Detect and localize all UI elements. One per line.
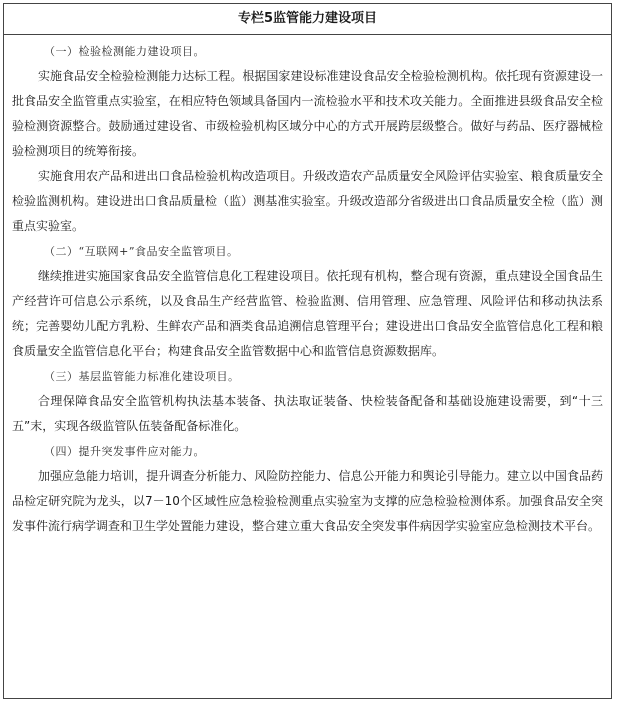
- section-heading: （二）“互联网+”食品安全监管项目。: [44, 245, 239, 258]
- section-heading: （一）检验检测能力建设项目。: [44, 45, 205, 58]
- section-heading: （四）提升突发事件应对能力。: [44, 445, 205, 458]
- column-content: [4, 35, 611, 539]
- section-paragraph: 加强应急能力培训，提升调查分析能力、风险防控能力、信息公开能力和舆论引导能力。建立以中国食品药品检定研究院为龙头，以7－10个区域性应急检验检测重点实验室为支撑的应急检验检测体系。加强食品安全突发事件流行病学调查和卫生学处置能力建设，整合建立重大食品安全突发事件病因学实验室应急检测技术平台。: [12, 469, 603, 533]
- section-paragraph: 合理保障食品安全监管机构执法基本装备、执法取证装备、快检装备配备和基础设施建设需要，到“十三五”末，实现各级监管队伍装备配备标准化。: [12, 394, 603, 433]
- section-heading: （三）基层监管能力标准化建设项目。: [44, 370, 240, 383]
- column-title: 专栏5监管能力建设项目: [4, 4, 611, 35]
- section-paragraph: 实施食用农产品和进出口食品检验机构改造项目。升级改造农产品质量安全风险评估实验室、粮食质量安全检验监测机构。建设进出口食品质量检（监）测基准实验室。升级改造部分省级进出口食品质量安全检（监）测重点实验室。: [12, 169, 603, 233]
- section-paragraph: 继续推进实施国家食品安全监管信息化工程建设项目。依托现有机构，整合现有资源，重点建设全国食品生产经营许可信息公示系统，以及食品生产经营监管、检验监测、信用管理、应急管理、风险评估和移动执法系统；完善婴幼儿配方乳粉、生鲜农产品和酒类食品追溯信息管理平台；建设进出口食品安全监管信息化工程和粮食质量安全监管信息化平台；构建食品安全监管数据中心和监管信息资源数据库。: [12, 269, 603, 358]
- column-box: [3, 3, 612, 699]
- section-paragraph: 实施食品安全检验检测能力达标工程。根据国家建设标准建设食品安全检验检测机构。依托现有资源建设一批食品安全监管重点实验室，在相应特色领域具备国内一流检验水平和技术攻关能力。全面推进县级食品安全检验检测资源整合。鼓励通过建设省、市级检验机构区域分中心的方式开展跨层级整合。做好与药品、医疗器械检验检测项目的统筹衔接。: [12, 69, 603, 158]
